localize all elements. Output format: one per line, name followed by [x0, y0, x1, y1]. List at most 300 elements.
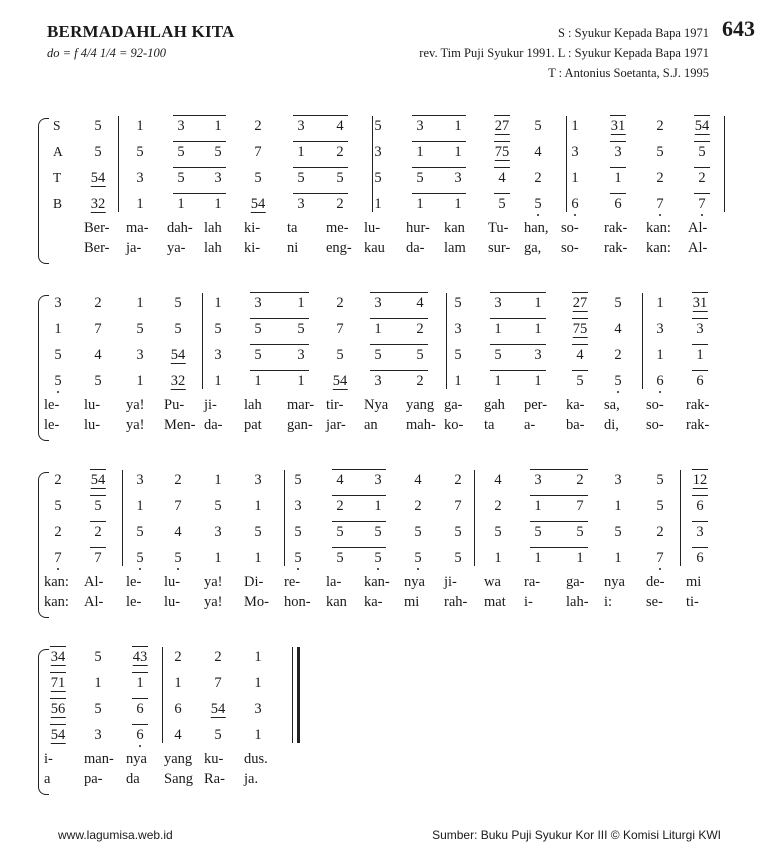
beam-line [692, 521, 708, 522]
beam-line [692, 495, 708, 496]
note-number: 3 [177, 118, 185, 134]
note-number: 5 [136, 550, 144, 566]
lyric-syllable: ya! [204, 594, 223, 610]
bar-line [642, 293, 643, 389]
lyric-syllable: mi [686, 574, 702, 590]
voice-label: S [53, 118, 61, 133]
lyric-syllable: eng- [326, 240, 352, 256]
note-number: 7 [54, 550, 62, 566]
beam-line [293, 193, 348, 194]
octave-dot [417, 568, 419, 570]
note-number: 54 [694, 118, 710, 134]
lyric-syllable: le- [126, 594, 142, 610]
note-number: 5 [534, 524, 542, 540]
note-number: 5 [94, 144, 102, 160]
lyric-syllable: ja. [244, 771, 259, 787]
note-number: 1 [494, 321, 502, 337]
note-number: 5 [336, 347, 344, 363]
lyric-syllable: so- [561, 240, 579, 256]
note-number: 5 [174, 550, 182, 566]
credit-revision: rev. Tim Puji Syukur 1991. L : Syukur Kepada Bapa 1971 [419, 46, 709, 60]
beam-line [530, 495, 588, 496]
note-number: 3 [136, 472, 144, 488]
lyric-syllable: ba- [566, 417, 585, 433]
beam-line [692, 292, 708, 293]
beam-line [90, 521, 106, 522]
note-number: 3 [534, 472, 542, 488]
note-number: 7 [656, 196, 664, 212]
note-number: 5 [136, 144, 144, 160]
system-brace [38, 118, 49, 264]
lyric-syllable: ka- [566, 397, 585, 413]
note-number: 6 [136, 701, 144, 717]
bar-line [474, 470, 475, 566]
note-number: 5 [294, 550, 302, 566]
beam-line [530, 469, 588, 470]
note-number: 54 [90, 472, 106, 488]
note-number: 1 [254, 649, 262, 665]
octave-dot [377, 568, 379, 570]
note-number: 1 [136, 295, 144, 311]
beam-line [530, 547, 588, 548]
beam-line [490, 344, 546, 345]
lyric-syllable: di, [604, 417, 619, 433]
note-number: 1 [416, 196, 424, 212]
note-number: 7 [336, 321, 344, 337]
bar-line [372, 116, 373, 212]
lyric-syllable: wa [484, 574, 501, 590]
beam-line [293, 141, 348, 142]
note-number: 5 [94, 701, 102, 717]
note-number: 1 [534, 373, 542, 389]
note-number: 3 [374, 373, 382, 389]
lyric-syllable: ku- [204, 751, 224, 767]
octave-dot [57, 391, 59, 393]
note-number: 27 [572, 295, 588, 311]
beam-line [610, 167, 626, 168]
lyric-syllable: rak- [686, 397, 710, 413]
note-number: 1 [136, 196, 144, 212]
lyric-syllable: ki- [244, 220, 261, 236]
note-number: 5 [54, 347, 62, 363]
note-number: 5 [54, 498, 62, 514]
note-number: 5 [214, 144, 222, 160]
lyric-syllable: yang [164, 751, 193, 767]
lyric-syllable: la- [326, 574, 342, 590]
beam-line [50, 698, 66, 699]
note-number: 5 [656, 498, 664, 514]
note-number: 2 [656, 118, 664, 134]
octave-dot [574, 214, 576, 216]
bar-line [122, 470, 123, 566]
note-number: 2 [214, 649, 222, 665]
beam-line [572, 292, 588, 293]
octave-dot [57, 568, 59, 570]
note-number: 3 [696, 321, 704, 337]
lyric-syllable: i- [44, 751, 53, 767]
beam-line [494, 141, 510, 142]
note-number: 1 [297, 373, 305, 389]
note-number: 5 [214, 727, 222, 743]
note-number: 2 [336, 196, 344, 212]
note-number: 2 [534, 170, 542, 186]
note-number: 2 [94, 295, 102, 311]
beam-line [490, 292, 546, 293]
note-number: 6 [571, 196, 579, 212]
note-number: 43 [132, 649, 148, 665]
octave-dot [177, 568, 179, 570]
note-number: 3 [294, 498, 302, 514]
lyric-syllable: Tu- [488, 220, 509, 236]
bar-line [292, 647, 293, 743]
lyric-syllable: ra- [524, 574, 541, 590]
note-number: 54 [210, 701, 226, 717]
note-number: 5 [414, 524, 422, 540]
note-number: 3 [214, 170, 222, 186]
beam-line [332, 495, 386, 496]
note-number: 1 [214, 472, 222, 488]
lyric-syllable: kau [364, 240, 385, 256]
note-number: 56 [50, 701, 66, 717]
octave-dot [659, 214, 661, 216]
voice-label: B [53, 196, 63, 211]
note-number: 2 [54, 524, 62, 540]
note-number: 5 [498, 196, 506, 212]
note-number: 2 [336, 144, 344, 160]
lyric-syllable: le- [126, 574, 142, 590]
note-number: 1 [254, 727, 262, 743]
note-number: 6 [696, 498, 704, 514]
lyric-syllable: le- [44, 397, 60, 413]
bar-line [724, 116, 725, 212]
note-number: 6 [614, 196, 622, 212]
bar-line [284, 470, 285, 566]
lyric-syllable: de- [646, 574, 665, 590]
hymn-number: 643 [722, 16, 755, 41]
note-number: 1 [494, 373, 502, 389]
note-number: 6 [696, 373, 704, 389]
note-number: 2 [416, 373, 424, 389]
note-number: 5 [177, 170, 185, 186]
note-number: 5 [297, 321, 305, 337]
lyric-syllable: a [44, 771, 51, 787]
beam-line [490, 318, 546, 319]
note-number: 1 [214, 373, 222, 389]
note-number: 1 [177, 196, 185, 212]
lyric-syllable: ga, [524, 240, 542, 256]
note-number: 27 [494, 118, 510, 134]
note-number: 3 [614, 144, 622, 160]
bar-line [162, 647, 163, 743]
note-number: 5 [254, 170, 262, 186]
octave-dot [139, 745, 141, 747]
note-number: 2 [656, 170, 664, 186]
lyric-syllable: Sang [164, 771, 193, 787]
lyric-syllable: Ber- [84, 240, 110, 256]
note-number: 5 [656, 472, 664, 488]
lyric-syllable: i- [524, 594, 533, 610]
beam-line [132, 646, 148, 647]
lyric-syllable: lu- [84, 397, 101, 413]
note-number: 6 [136, 727, 144, 743]
lyric-syllable: ja- [126, 240, 142, 256]
note-number: 1 [254, 498, 262, 514]
note-number: 5 [254, 524, 262, 540]
beam-line [610, 193, 626, 194]
lyric-syllable: lah [244, 397, 262, 413]
note-number: 5 [454, 524, 462, 540]
lyric-syllable: so- [646, 417, 664, 433]
note-number: 2 [54, 472, 62, 488]
lyric-syllable: rah- [444, 594, 468, 610]
bar-line [118, 116, 119, 212]
lyric-syllable: han, [524, 220, 549, 236]
note-number: 5 [136, 321, 144, 337]
beam-line [250, 370, 309, 371]
note-number: 1 [614, 550, 622, 566]
note-number: 1 [254, 675, 262, 691]
note-number: 3 [297, 118, 305, 134]
beam-line [692, 344, 708, 345]
note-number: 3 [494, 295, 502, 311]
lyric-syllable: kan: [44, 594, 69, 610]
lyric-syllable: lah [204, 220, 222, 236]
beam-line [50, 646, 66, 647]
note-number: 3 [297, 347, 305, 363]
note-number: 7 [94, 321, 102, 337]
beam-line [293, 115, 348, 116]
note-number: 1 [54, 321, 62, 337]
note-number: 1 [534, 295, 542, 311]
note-number: 1 [374, 196, 382, 212]
note-number: 5 [294, 524, 302, 540]
note-number: 1 [136, 498, 144, 514]
note-number: 5 [136, 524, 144, 540]
note-number: 4 [576, 347, 584, 363]
note-number: 7 [656, 550, 664, 566]
note-number: 2 [454, 472, 462, 488]
note-number: 5 [374, 524, 382, 540]
note-number: 1 [416, 144, 424, 160]
note-number: 2 [656, 524, 664, 540]
lyric-syllable: Al- [84, 574, 104, 590]
lyric-syllable: Pu- [164, 397, 185, 413]
note-number: 5 [336, 550, 344, 566]
note-number: 5 [254, 347, 262, 363]
note-number: 5 [174, 321, 182, 337]
note-number: 4 [534, 144, 542, 160]
footer-site: www.lagumisa.web.id [58, 828, 173, 842]
note-number: 3 [136, 347, 144, 363]
lyric-syllable: lu- [164, 574, 181, 590]
note-number: 54 [332, 373, 348, 389]
note-number: 5 [374, 550, 382, 566]
beam-line [530, 521, 588, 522]
beam-line [173, 167, 226, 168]
lyric-syllable: hur- [406, 220, 430, 236]
note-number: 1 [374, 498, 382, 514]
lyric-syllable: kan: [646, 240, 671, 256]
note-number: 4 [416, 295, 424, 311]
lyric-syllable: lu- [164, 594, 181, 610]
beam-line [50, 672, 66, 673]
note-number: 1 [214, 550, 222, 566]
lyric-syllable: ka- [364, 594, 383, 610]
note-number: 4 [174, 727, 182, 743]
note-number: 34 [50, 649, 66, 665]
note-number: 7 [214, 675, 222, 691]
note-number: 5 [416, 170, 424, 186]
note-number: 1 [614, 170, 622, 186]
beam-line [494, 193, 510, 194]
note-number: 3 [136, 170, 144, 186]
lyric-syllable: dah- [167, 220, 193, 236]
note-number: 1 [254, 373, 262, 389]
lyric-syllable: an [364, 417, 378, 433]
lyric-syllable: ko- [444, 417, 464, 433]
beam-line [412, 167, 466, 168]
note-number: 5 [414, 550, 422, 566]
beam-line [694, 193, 710, 194]
lyric-syllable: ga- [444, 397, 463, 413]
note-number: 31 [692, 295, 708, 311]
beam-line [90, 469, 106, 470]
note-number: 1 [136, 373, 144, 389]
lyric-syllable: tir- [326, 397, 344, 413]
beam-line [250, 318, 309, 319]
lyric-syllable: le- [44, 417, 60, 433]
note-number: 4 [336, 118, 344, 134]
note-number: 1 [136, 675, 144, 691]
note-number: 5 [576, 373, 584, 389]
beam-line [494, 167, 510, 168]
note-number: 6 [174, 701, 182, 717]
note-number: 5 [94, 498, 102, 514]
beam-line [694, 115, 710, 116]
note-number: 1 [576, 550, 584, 566]
note-number: 7 [576, 498, 584, 514]
lyric-syllable: lah- [566, 594, 589, 610]
lyric-syllable: so- [646, 397, 664, 413]
note-number: 2 [174, 472, 182, 488]
note-number: 6 [656, 373, 664, 389]
lyric-syllable: ji- [204, 397, 217, 413]
beam-line [694, 167, 710, 168]
lyric-syllable: lu- [364, 220, 381, 236]
note-number: 4 [414, 472, 422, 488]
note-number: 1 [297, 144, 305, 160]
lyric-syllable: lu- [84, 417, 101, 433]
octave-dot [701, 214, 703, 216]
note-number: 7 [94, 550, 102, 566]
note-number: 7 [254, 144, 262, 160]
note-number: 3 [94, 727, 102, 743]
note-number: 5 [214, 498, 222, 514]
lyric-syllable: da [126, 771, 140, 787]
octave-dot [659, 391, 661, 393]
beam-line [332, 521, 386, 522]
hymn-title: BERMADAHLAH KITA [47, 22, 235, 41]
note-number: 3 [54, 295, 62, 311]
note-number: 1 [571, 118, 579, 134]
note-number: 5 [374, 118, 382, 134]
lyric-syllable: ti- [686, 594, 699, 610]
beam-line [692, 547, 708, 548]
note-number: 75 [572, 321, 588, 337]
note-number: 2 [94, 524, 102, 540]
lyric-syllable: Al- [688, 240, 708, 256]
beam-line [293, 167, 348, 168]
lyric-syllable: Mo- [244, 594, 269, 610]
note-number: 5 [494, 347, 502, 363]
lyric-syllable: mah- [406, 417, 436, 433]
lyric-syllable: Al- [84, 594, 104, 610]
lyric-syllable: ya- [167, 240, 186, 256]
note-number: 32 [90, 196, 106, 212]
note-number: 3 [254, 295, 262, 311]
lyric-syllable: Ra- [204, 771, 225, 787]
beam-line [494, 115, 510, 116]
lyric-syllable: per- [524, 397, 548, 413]
note-number: 1 [454, 118, 462, 134]
note-number: 71 [50, 675, 66, 691]
lyric-syllable: rak- [604, 220, 628, 236]
beam-line [250, 292, 309, 293]
lyric-syllable: mar- [287, 397, 315, 413]
lyric-syllable: rak- [686, 417, 710, 433]
note-number: 2 [174, 649, 182, 665]
lyric-syllable: Al- [688, 220, 708, 236]
note-number: 5 [576, 524, 584, 540]
note-number: 3 [297, 196, 305, 212]
lyric-syllable: Nya [364, 397, 389, 413]
final-bar-line [297, 647, 300, 743]
note-number: 54 [250, 196, 266, 212]
lyric-syllable: kan: [646, 220, 671, 236]
bar-line [680, 470, 681, 566]
note-number: 5 [656, 144, 664, 160]
lyric-syllable: ji- [444, 574, 457, 590]
beam-line [572, 318, 588, 319]
note-number: 54 [50, 727, 66, 743]
note-number: 54 [90, 170, 106, 186]
lyric-syllable: ma- [126, 220, 149, 236]
beam-line [332, 547, 386, 548]
note-number: 1 [214, 118, 222, 134]
note-number: 4 [494, 472, 502, 488]
note-number: 5 [177, 144, 185, 160]
octave-dot [139, 568, 141, 570]
note-number: 5 [454, 295, 462, 311]
bar-line [202, 293, 203, 389]
beam-line [50, 724, 66, 725]
lyric-syllable: ya! [204, 574, 223, 590]
footer-source: Sumber: Buku Puji Syukur Kor III © Komisi Liturgi KWI [432, 828, 721, 842]
note-number: 31 [610, 118, 626, 134]
lyric-syllable: gah [484, 397, 505, 413]
note-number: 5 [54, 373, 62, 389]
note-number: 1 [656, 347, 664, 363]
lyric-syllable: ga- [566, 574, 585, 590]
note-number: 3 [254, 701, 262, 717]
note-number: 1 [94, 675, 102, 691]
note-number: 4 [498, 170, 506, 186]
note-number: 2 [698, 170, 706, 186]
note-number: 1 [136, 118, 144, 134]
note-number: 2 [336, 498, 344, 514]
beam-line [370, 318, 428, 319]
octave-dot [659, 568, 661, 570]
